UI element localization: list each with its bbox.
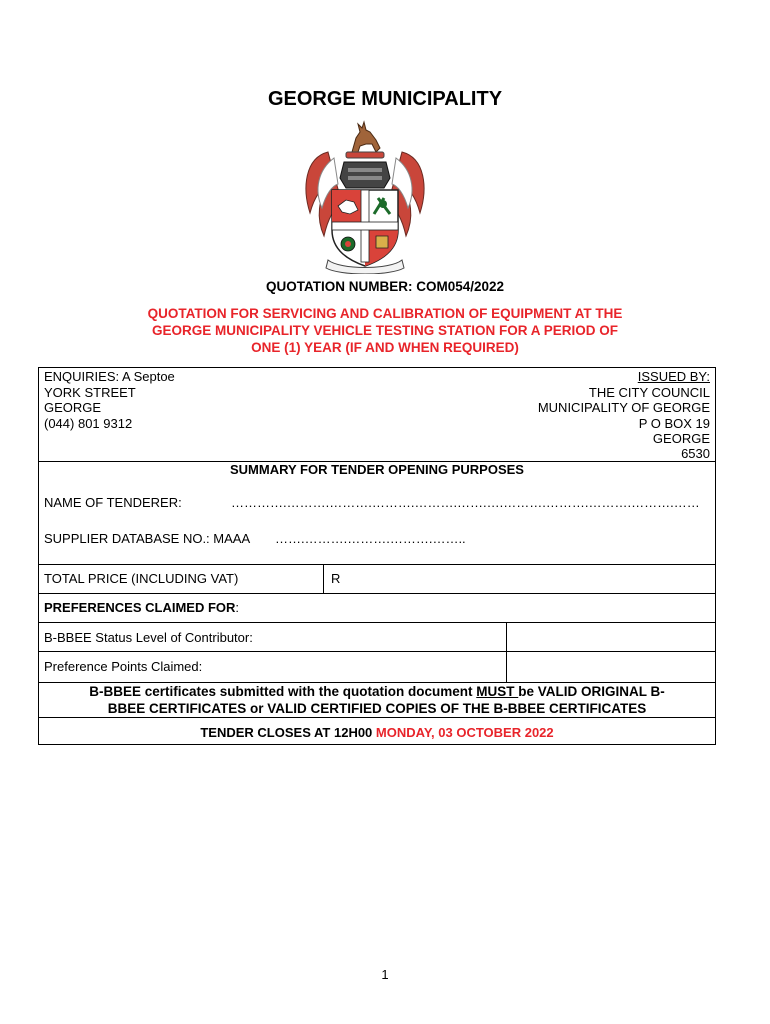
- tenderer-name-field[interactable]: ………….……….……….……….……….…….….……….……….……….……….……: [231, 495, 700, 510]
- preferences-heading: [44, 600, 239, 616]
- issued-by-postcode: 6530: [681, 446, 710, 461]
- summary-heading: SUMMARY FOR TENDER OPENING PURPOSES: [230, 462, 524, 477]
- tender-closes-date: MONDAY, 03 OCTOBER 2022: [375, 725, 554, 740]
- quotation-title: [70, 305, 700, 356]
- issued-by-line: MUNICIPALITY OF GEORGE: [537, 400, 710, 415]
- enquiries-line: YORK STREET: [44, 384, 136, 400]
- page-number: 1: [381, 967, 389, 982]
- tenderer-name-label: NAME OF TENDERER:: [44, 495, 182, 510]
- quotation-title-line: ONE (1) YEAR (IF AND WHEN REQUIRED): [251, 340, 519, 355]
- preferences-colon: :: [235, 600, 240, 615]
- page-title: GEORGE MUNICIPALITY: [267, 88, 503, 110]
- bbbee-certificate-notice: [39, 684, 715, 717]
- quotation-title-line: GEORGE MUNICIPALITY VEHICLE TESTING STATION FOR A PERIOD OF: [151, 323, 619, 338]
- tender-closes: [39, 725, 715, 741]
- supplier-database-field[interactable]: …….……….……….……….……..: [275, 531, 466, 546]
- total-price-label: TOTAL PRICE (INCLUDING VAT): [44, 571, 239, 586]
- supplier-database-label: SUPPLIER DATABASE NO.: MAAA: [44, 531, 251, 546]
- enquiries-line: GEORGE: [44, 400, 102, 415]
- bbbee-status-field[interactable]: [511, 630, 711, 645]
- enquiries-phone: (044) 801 9312: [44, 415, 133, 431]
- preferences-label: PREFERENCES CLAIMED FOR: [44, 600, 236, 615]
- tender-summary-table: [38, 367, 716, 745]
- cert-notice-part: be VALID ORIGINAL B-: [518, 684, 665, 699]
- tender-closes-prefix: TENDER CLOSES AT 12H00: [200, 725, 376, 740]
- issued-by-line: GEORGE: [652, 431, 710, 446]
- coat-of-arms-icon: [300, 118, 430, 274]
- bbbee-status-label: B-BBEE Status Level of Contributor:: [44, 630, 253, 645]
- enquiries-line: ENQUIRIES: A Septoe: [44, 369, 175, 384]
- issued-by-line: P O BOX 19: [638, 415, 710, 431]
- cert-notice-part: B-BBEE certificates submitted with the quotation document: [89, 684, 477, 699]
- preference-points-label: Preference Points Claimed:: [44, 659, 203, 674]
- issued-by-label: ISSUED BY:: [637, 369, 710, 384]
- quotation-number: QUOTATION NUMBER: COM054/2022: [265, 279, 505, 294]
- quotation-title-line: QUOTATION FOR SERVICING AND CALIBRATION OF EQUIPMENT AT THE: [147, 306, 623, 321]
- total-price-field[interactable]: R: [331, 571, 341, 586]
- preference-points-field[interactable]: [511, 659, 711, 674]
- cert-notice-line: BBEE CERTIFICATES or VALID CERTIFIED COPIES OF THE B-BBEE CERTIFICATES: [107, 700, 647, 716]
- issued-by-line: THE CITY COUNCIL: [588, 384, 710, 400]
- cert-notice-must: MUST: [476, 684, 519, 699]
